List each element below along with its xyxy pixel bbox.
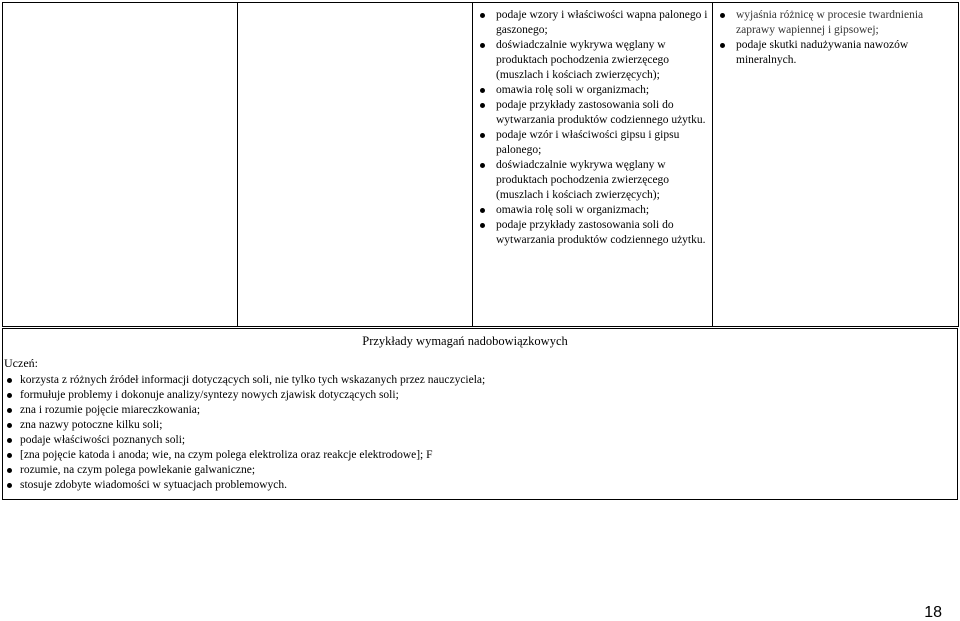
list-item: omawia rolę soli w organizmach; xyxy=(473,83,708,98)
extended-list xyxy=(3,373,957,493)
list-item: podaje wzory i właściwości wapna palonego i gaszonego; xyxy=(473,8,708,38)
list-item: zna i rozumie pojęcie miareczkowania; xyxy=(3,403,957,418)
table-cell-col4 xyxy=(713,3,959,327)
requirements-table xyxy=(2,2,959,327)
list-item: formułuje problemy i dokonuje analizy/syntezy nowych zjawisk dotyczących soli; xyxy=(3,388,957,403)
list-item: wyjaśnia różnicę w procesie twardnienia zaprawy wapiennej i gipsowej; xyxy=(713,8,948,38)
list-item: zna nazwy potoczne kilku soli; xyxy=(3,418,957,433)
table-cell-empty-1 xyxy=(3,3,238,327)
extended-requirements-section xyxy=(2,328,958,500)
section-title: Przykłady wymagań nadobowiązkowych xyxy=(362,334,568,348)
list-item: podaje wzór i właściwości gipsu i gipsu palonego; xyxy=(473,128,708,158)
table-cell-empty-2 xyxy=(238,3,473,327)
list-item: omawia rolę soli w organizmach; xyxy=(473,203,708,218)
list-item: doświadczalnie wykrywa węglany w produktach pochodzenia zwierzęcego (muszlach i kościach zwierzęcych); xyxy=(473,158,708,203)
list-item: rozumie, na czym polega powlekanie galwaniczne; xyxy=(3,463,957,478)
list-item: podaje właściwości poznanych soli; xyxy=(3,433,957,448)
table-cell-col3 xyxy=(473,3,713,327)
list-item: podaje skutki nadużywania nawozów mineralnych. xyxy=(713,38,948,68)
col3-list xyxy=(473,8,708,248)
list-item: podaje przykłady zastosowania soli do wytwarzania produktów codziennego użytku. xyxy=(473,98,708,128)
list-item: korzysta z różnych źródeł informacji dotyczących soli, nie tylko tych wskazanych przez nauczyciela; xyxy=(3,373,957,388)
page-number: 18 xyxy=(924,604,942,621)
list-item: [zna pojęcie katoda i anoda; wie, na czym polega elektroliza oraz reakcje elektrodowe]; F xyxy=(3,448,957,463)
list-item: stosuje zdobyte wiadomości w sytuacjach problemowych. xyxy=(3,478,957,493)
list-item: podaje przykłady zastosowania soli do wytwarzania produktów codziennego użytku. xyxy=(473,218,708,248)
list-item: doświadczalnie wykrywa węglany w produktach pochodzenia zwierzęcego (muszlach i kościach zwierzęcych); xyxy=(473,38,708,83)
col4-list xyxy=(713,8,948,68)
student-label: Uczeń: xyxy=(4,356,38,370)
